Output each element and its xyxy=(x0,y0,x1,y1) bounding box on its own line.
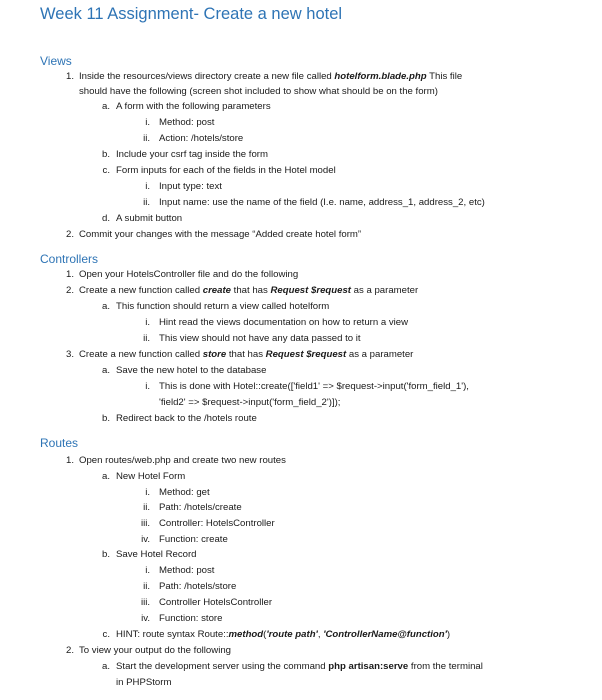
list-marker: 1. xyxy=(65,455,74,466)
list-marker: a. xyxy=(101,365,110,376)
list-item: Path: /hotels/create xyxy=(159,502,242,513)
list-item: New Hotel Form xyxy=(116,471,186,482)
list-item: Create a new function called create that has Request $request as a parameter xyxy=(79,285,419,296)
list-item: Path: /hotels/store xyxy=(159,581,237,592)
list-item: Function: create xyxy=(159,534,228,545)
list-marker: a. xyxy=(101,661,110,672)
list-marker: i. xyxy=(145,317,150,328)
list-marker: 1. xyxy=(65,71,74,82)
list-marker: i. xyxy=(145,565,150,576)
list-item: Function: store xyxy=(159,613,223,624)
list-marker: d. xyxy=(101,213,110,224)
list-item: This view should not have any data passed to it xyxy=(159,333,361,344)
list-item: Method: get xyxy=(159,487,210,498)
list-marker: i. xyxy=(145,487,150,498)
list-marker: b. xyxy=(101,413,110,424)
list-item: Hint read the views documentation on how to return a view xyxy=(159,317,409,328)
list-marker: i. xyxy=(145,117,150,128)
list-item: A form with the following parameters xyxy=(116,101,271,112)
list-item: Save Hotel Record xyxy=(116,549,197,560)
list-item-continuation: in PHPStorm xyxy=(116,677,172,688)
list-item-continuation: 'field2' => $request->input('form_field_2')]); xyxy=(159,397,341,408)
list-marker: 2. xyxy=(65,285,74,296)
section-heading-views: Views xyxy=(40,54,72,68)
list-marker: i. xyxy=(145,381,150,392)
list-item: This function should return a view called hotelform xyxy=(116,301,330,312)
list-item: Input name: use the name of the field (I.e. name, address_1, address_2, etc) xyxy=(159,197,485,208)
list-item: Input type: text xyxy=(159,181,222,192)
list-item: Controller: HotelsController xyxy=(159,518,275,529)
list-marker: ii. xyxy=(143,502,150,513)
list-marker: a. xyxy=(101,301,110,312)
list-marker: b. xyxy=(101,149,110,160)
list-item: Controller HotelsController xyxy=(159,597,273,608)
list-item: Commit your changes with the message “Added create hotel form” xyxy=(79,229,362,240)
list-item: Include your csrf tag inside the form xyxy=(116,149,268,160)
list-item-continuation: should have the following (screen shot included to show what should be on the form) xyxy=(79,86,438,97)
section-heading-routes: Routes xyxy=(40,436,79,450)
list-item: Save the new hotel to the database xyxy=(116,365,267,376)
list-item: Method: post xyxy=(159,117,215,128)
list-marker: ii. xyxy=(143,197,150,208)
list-marker: b. xyxy=(101,549,110,560)
list-marker: ii. xyxy=(143,133,150,144)
list-marker: a. xyxy=(101,101,110,112)
list-marker: 3. xyxy=(65,349,74,360)
section-heading-controllers: Controllers xyxy=(40,252,99,266)
list-marker: 1. xyxy=(65,269,74,280)
list-item: Open routes/web.php and create two new routes xyxy=(79,455,286,466)
list-marker: iii. xyxy=(140,518,150,529)
list-marker: a. xyxy=(101,471,110,482)
list-item: HINT: route syntax Route::method('route path', 'ControllerName@function') xyxy=(116,629,451,640)
list-marker: 2. xyxy=(65,229,74,240)
list-item: Form inputs for each of the fields in the Hotel model xyxy=(116,165,336,176)
list-item: Action: /hotels/store xyxy=(159,133,244,144)
list-marker: iii. xyxy=(140,597,150,608)
list-item: Redirect back to the /hotels route xyxy=(116,413,257,424)
list-marker: iv. xyxy=(141,534,150,545)
list-item: Start the development server using the command php artisan:serve from the terminal xyxy=(116,661,483,672)
list-marker: ii. xyxy=(143,581,150,592)
list-item: To view your output do the following xyxy=(79,645,231,656)
list-item: Inside the resources/views directory create a new file called hotelform.blade.php This file xyxy=(79,71,463,82)
list-item: Method: post xyxy=(159,565,215,576)
list-marker: iv. xyxy=(141,613,150,624)
list-item: A submit button xyxy=(116,213,183,224)
list-marker: 2. xyxy=(65,645,74,656)
list-marker: c. xyxy=(102,629,110,640)
list-item: Open your HotelsController file and do the following xyxy=(79,269,299,280)
list-marker: c. xyxy=(102,165,110,176)
list-item: This is done with Hotel::create(['field1' => $request->input('form_field_1'), xyxy=(159,381,469,392)
list-item: Create a new function called store that has Request $request as a parameter xyxy=(79,349,414,360)
list-marker: i. xyxy=(145,181,150,192)
list-marker: ii. xyxy=(143,333,150,344)
page-title: Week 11 Assignment- Create a new hotel xyxy=(40,5,343,23)
